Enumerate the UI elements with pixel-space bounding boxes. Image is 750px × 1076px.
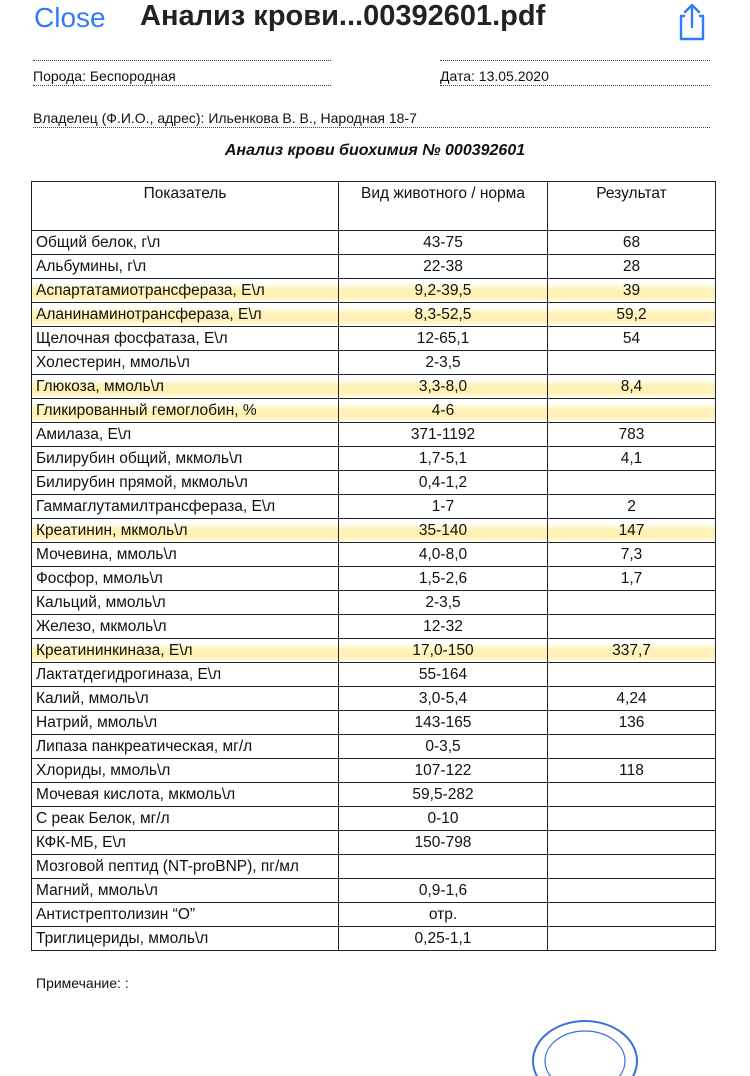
row-result-cell: 147: [548, 519, 716, 543]
row-name-cell: Глюкоза, ммоль\л: [32, 375, 339, 399]
table-row: [32, 903, 716, 927]
row-result-cell: 28: [548, 255, 716, 279]
row-norm-cell: 0,4-1,2: [339, 471, 548, 495]
row-result-cell: 2: [548, 495, 716, 519]
row-result-cell: 118: [548, 759, 716, 783]
row-result-cell: 4,1: [548, 447, 716, 471]
table-row: [32, 639, 716, 663]
row-name-cell: Гликированный гемоглобин, %: [32, 399, 339, 423]
row-result-cell: [548, 783, 716, 807]
row-result-cell: 337,7: [548, 639, 716, 663]
row-name-cell: Амилаза, Е\л: [32, 423, 339, 447]
table-row: [32, 663, 716, 687]
table-row: [32, 303, 716, 327]
row-name-cell: Липаза панкреатическая, мг/л: [32, 735, 339, 759]
table-row: [32, 567, 716, 591]
owner-field: Владелец (Ф.И.О., адрес): Ильенкова В. В., Народная 18-7: [33, 110, 710, 128]
row-norm-cell: 3,0-5,4: [339, 687, 548, 711]
table-row: [32, 735, 716, 759]
row-name-cell: Щелочная фосфатаза, Е\л: [32, 327, 339, 351]
row-norm-cell: 371-1192: [339, 423, 548, 447]
row-norm-cell: 59,5-282: [339, 783, 548, 807]
row-name-cell: Альбумины, г\л: [32, 255, 339, 279]
row-name-cell: С реак Белок, мг/л: [32, 807, 339, 831]
row-norm-cell: 4-6: [339, 399, 548, 423]
row-name-cell: Антистрептолизин “О”: [32, 903, 339, 927]
row-norm-cell: 1,7-5,1: [339, 447, 548, 471]
row-name-cell: Натрий, ммоль\л: [32, 711, 339, 735]
table-row: [32, 423, 716, 447]
row-norm-cell: 12-65,1: [339, 327, 548, 351]
row-result-cell: 783: [548, 423, 716, 447]
table-row: [32, 783, 716, 807]
row-norm-cell: 9,2-39,5: [339, 279, 548, 303]
row-name-cell: Общий белок, г\л: [32, 231, 339, 255]
row-norm-cell: 2-3,5: [339, 351, 548, 375]
row-result-cell: 68: [548, 231, 716, 255]
table-header-row: [32, 182, 716, 231]
row-norm-cell: отр.: [339, 903, 548, 927]
table-row: [32, 855, 716, 879]
row-result-cell: [548, 807, 716, 831]
row-norm-cell: 8,3-52,5: [339, 303, 548, 327]
row-name-cell: КФК-МБ, Е\л: [32, 831, 339, 855]
stamp-icon: [530, 1016, 640, 1076]
table-row: [32, 351, 716, 375]
table-row: [32, 255, 716, 279]
row-result-cell: 136: [548, 711, 716, 735]
row-result-cell: [548, 735, 716, 759]
table-row: [32, 231, 716, 255]
row-result-cell: [548, 471, 716, 495]
table-row: [32, 831, 716, 855]
table-row: [32, 711, 716, 735]
results-table: [31, 181, 716, 951]
row-result-cell: 7,3: [548, 543, 716, 567]
table-row: [32, 543, 716, 567]
table-row: [32, 375, 716, 399]
row-norm-cell: 0-3,5: [339, 735, 548, 759]
row-result-cell: 8,4: [548, 375, 716, 399]
row-result-cell: [548, 879, 716, 903]
row-result-cell: 54: [548, 327, 716, 351]
row-norm-cell: 143-165: [339, 711, 548, 735]
row-norm-cell: 3,3-8,0: [339, 375, 548, 399]
date-field: Дата: 13.05.2020: [440, 68, 710, 86]
table-row: [32, 327, 716, 351]
row-result-cell: [548, 927, 716, 951]
row-name-cell: Билирубин прямой, мкмоль\л: [32, 471, 339, 495]
breed-field: Порода: Беспородная: [33, 68, 331, 86]
row-norm-cell: 1-7: [339, 495, 548, 519]
row-name-cell: Хлориды, ммоль\л: [32, 759, 339, 783]
table-row: [32, 687, 716, 711]
analysis-title: Анализ крови биохимия № 000392601: [224, 142, 526, 159]
row-name-cell: Железо, мкмоль\л: [32, 615, 339, 639]
row-name-cell: Кальций, ммоль\л: [32, 591, 339, 615]
row-norm-cell: 0-10: [339, 807, 548, 831]
row-name-cell: Аспартатамиотрансфераза, Е\л: [32, 279, 339, 303]
column-header: Вид животного / норма: [339, 182, 548, 231]
row-result-cell: 59,2: [548, 303, 716, 327]
divider: [33, 60, 331, 61]
row-norm-cell: 55-164: [339, 663, 548, 687]
close-button[interactable]: Close: [34, 2, 106, 33]
row-name-cell: Аланинаминотрансфераза, Е\л: [32, 303, 339, 327]
row-norm-cell: 43-75: [339, 231, 548, 255]
table-row: [32, 399, 716, 423]
table-row: [32, 447, 716, 471]
row-norm-cell: 0,9-1,6: [339, 879, 548, 903]
row-name-cell: Гаммаглутамилтрансфераза, Е\л: [32, 495, 339, 519]
divider: [440, 60, 710, 61]
viewer-toolbar: [0, 0, 750, 44]
row-name-cell: Креатинин, мкмоль\л: [32, 519, 339, 543]
row-result-cell: 39: [548, 279, 716, 303]
row-norm-cell: 22-38: [339, 255, 548, 279]
row-norm-cell: 12-32: [339, 615, 548, 639]
row-result-cell: [548, 615, 716, 639]
table-row: [32, 927, 716, 951]
column-header: Результат: [548, 182, 716, 231]
row-result-cell: [548, 591, 716, 615]
note-label: Примечание: :: [36, 975, 129, 991]
row-name-cell: Фосфор, ммоль\л: [32, 567, 339, 591]
table-row: [32, 471, 716, 495]
row-result-cell: [548, 903, 716, 927]
row-result-cell: 4,24: [548, 687, 716, 711]
row-name-cell: Калий, ммоль\л: [32, 687, 339, 711]
row-result-cell: [548, 663, 716, 687]
row-result-cell: [548, 855, 716, 879]
row-name-cell: Холестерин, ммоль\л: [32, 351, 339, 375]
table-row: [32, 519, 716, 543]
row-result-cell: [548, 399, 716, 423]
table-row: [32, 879, 716, 903]
row-name-cell: Триглицериды, ммоль\л: [32, 927, 339, 951]
row-norm-cell: [339, 855, 548, 879]
table-row: [32, 759, 716, 783]
table-row: [32, 615, 716, 639]
table-row: [32, 591, 716, 615]
share-icon[interactable]: [672, 2, 712, 42]
row-name-cell: Магний, ммоль\л: [32, 879, 339, 903]
table-row: [32, 807, 716, 831]
row-norm-cell: 17,0-150: [339, 639, 548, 663]
row-norm-cell: 2-3,5: [339, 591, 548, 615]
row-result-cell: [548, 831, 716, 855]
row-norm-cell: 4,0-8,0: [339, 543, 548, 567]
row-name-cell: Мозговой пептид (NT-proBNP), пг/мл: [32, 855, 339, 879]
column-header: Показатель: [32, 182, 339, 231]
document-title: Анализ крови...00392601.pdf: [140, 0, 546, 32]
row-norm-cell: 1,5-2,6: [339, 567, 548, 591]
row-name-cell: Мочевая кислота, мкмоль\л: [32, 783, 339, 807]
row-norm-cell: 107-122: [339, 759, 548, 783]
row-name-cell: Билирубин общий, мкмоль\л: [32, 447, 339, 471]
row-result-cell: [548, 351, 716, 375]
row-result-cell: 1,7: [548, 567, 716, 591]
row-norm-cell: 35-140: [339, 519, 548, 543]
row-name-cell: Лактатдегидрогиназа, Е\л: [32, 663, 339, 687]
table-row: [32, 279, 716, 303]
table-row: [32, 495, 716, 519]
row-name-cell: Креатининкиназа, Е\л: [32, 639, 339, 663]
row-name-cell: Мочевина, ммоль\л: [32, 543, 339, 567]
row-norm-cell: 0,25-1,1: [339, 927, 548, 951]
row-norm-cell: 150-798: [339, 831, 548, 855]
